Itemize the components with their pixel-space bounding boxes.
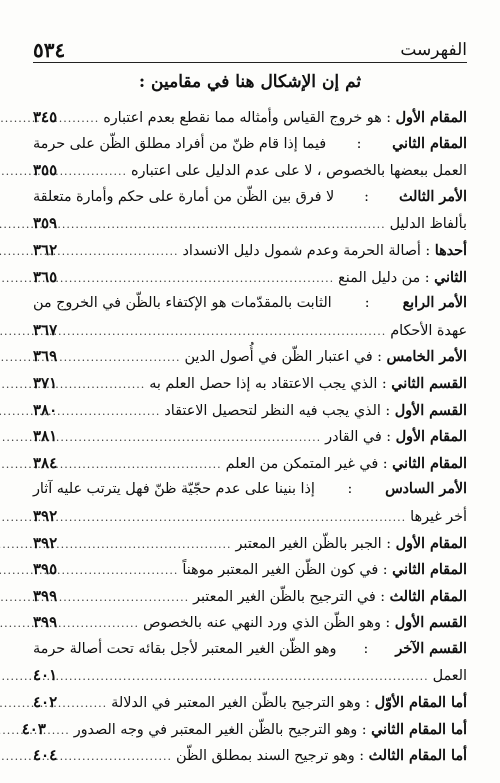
toc-entry-text: إذا بنينا على عدم حجّيّة ظنّ فهل يترتب عليه آثار [33, 481, 315, 498]
toc-entry [33, 104, 467, 131]
leader-dots [71, 532, 232, 559]
toc-entry-text: بألفاظ الدليل [389, 216, 467, 233]
toc-entry-line [33, 184, 467, 211]
leader-dots [71, 425, 321, 452]
toc-entry-text: في القادر [325, 429, 382, 446]
toc-entry-text: الذي يجب الاعتقاد به إذا حصل العلم به [149, 375, 378, 392]
label-separator: : [358, 640, 373, 657]
toc-page-number: ٣٨٠ [33, 400, 58, 419]
toc-entry-label: المقام الثاني [392, 455, 467, 472]
toc-entry-text: وهو الظّن الذي ورد النهي عنه بالخصوص [142, 615, 381, 632]
toc-entry-label: المقام الأول [395, 429, 467, 446]
running-header [33, 38, 467, 63]
toc-entry [33, 131, 467, 184]
toc-entry-text: من دليل المنع [338, 269, 421, 286]
toc-page-number: ٣٦٢ [33, 240, 58, 259]
leader-dots [71, 611, 139, 638]
label-separator: : [360, 295, 375, 312]
toc-page-number: ٤٠١ [33, 666, 58, 685]
leader-dots [71, 585, 189, 612]
leader-dots [71, 452, 222, 479]
toc-entry-label: الثاني [434, 269, 467, 286]
toc-entry [33, 423, 467, 450]
toc-entry-line [33, 237, 467, 264]
label-separator: : [381, 429, 396, 446]
toc-entry-text: في غير المتمكن من العلم [225, 455, 379, 472]
toc-entry-line [33, 343, 467, 370]
leader-dots [71, 744, 172, 771]
leader-dots [71, 558, 178, 585]
toc-entry-label: المقام الأول [395, 110, 467, 126]
toc-entry-text: أصالة الحرمة وعدم شمول دليل الانسداد [182, 242, 421, 259]
toc-page-number: ٣٥٩ [33, 214, 58, 233]
toc-entry [33, 397, 467, 424]
toc-page-number: ٣٨١ [33, 427, 58, 446]
toc-entry-text: لا فرق بين الظّن من أمارة على حكم وأمارة متعلقة [33, 188, 335, 205]
leader-dots [71, 319, 386, 346]
toc-entry-line [33, 397, 467, 424]
leader-dots [71, 691, 107, 718]
label-separator: : [357, 721, 372, 738]
toc-page-number: ٤٠٤ [33, 746, 58, 765]
toc-entry-line [21, 716, 467, 743]
label-separator: : [342, 481, 357, 498]
toc-entry-text: فيما إذا قام ظنّ من أفراد مطلق الظّن على حرمة [33, 135, 327, 152]
toc-entry-text: الثابت بالمقدّمات هو الإكتفاء بالظّن في الخروج من [33, 295, 332, 312]
toc-page-number: ٣٨٤ [33, 453, 58, 472]
toc-entry-text: أخر غيرها [410, 508, 467, 525]
label-separator: : [354, 748, 369, 765]
toc-entry-line [33, 423, 467, 450]
toc-entry [33, 476, 467, 529]
toc-page-number: ٣٥٥ [33, 161, 58, 180]
toc-entry [33, 636, 467, 689]
label-separator: : [381, 110, 396, 126]
toc-entry-line [33, 450, 467, 477]
toc-entry-label: الأمر الخامس [386, 349, 467, 366]
toc-entry [33, 556, 467, 583]
toc-entry-label: القسم الأول [394, 402, 467, 419]
toc-page-number: ٣٦٩ [33, 347, 58, 366]
toc-entry-label: المقام الثاني [392, 135, 467, 152]
toc-entry [33, 237, 467, 264]
toc-entry-label: المقام الثالث [389, 588, 467, 605]
toc-entry-label: أما المقام الأوّل [374, 695, 467, 712]
toc-entry [33, 370, 467, 397]
toc-entry-line [33, 662, 467, 689]
toc-entry-text: الذي يجب فيه النظر لتحصيل الاعتقاد [164, 402, 381, 419]
toc-entry [33, 689, 467, 716]
label-separator: : [372, 349, 387, 366]
label-separator: : [360, 695, 375, 712]
leader-dots [71, 239, 179, 266]
toc-page-number: ٣٤٥ [33, 108, 58, 126]
toc-entry [33, 742, 467, 769]
toc-entry-line [33, 131, 467, 158]
toc-page-number: ٣٩٢ [33, 533, 58, 552]
toc-entry [33, 264, 467, 291]
label-separator: : [378, 562, 393, 579]
toc-entry-text: وهو الترجيح بالظّن الغير المعتبر في الدلالة [111, 695, 361, 712]
toc-entry-label: الأمر الثالث [398, 188, 467, 205]
toc-page-number: ٣٩٩ [33, 586, 58, 605]
toc-entry-line [33, 210, 467, 237]
toc-entry-label: القسم الأول [394, 615, 467, 632]
label-separator: : [375, 588, 390, 605]
toc-entry-line [33, 689, 467, 716]
toc-entry-label: المقام الأول [395, 535, 467, 552]
toc-entry [33, 609, 467, 636]
toc-entry [33, 530, 467, 557]
toc-entry-text: هو خروج القياس وأمثاله مما نقطع بعدم اعتباره [103, 110, 382, 126]
toc-entry-label: الأمر السادس [385, 481, 467, 498]
leader-dots [71, 212, 386, 239]
label-separator: : [381, 535, 396, 552]
toc-entry [33, 583, 467, 610]
toc-entry-text: عهدة الأحكام [390, 322, 467, 339]
toc-entry-text: العمل ببعضها بالخصوص ، لا على عدم الدليل على اعتباره [131, 163, 467, 180]
toc-entry-label: القسم الثاني [391, 375, 467, 392]
toc-entry-text: في الترجيح بالظّن الغير المعتبر [193, 588, 376, 605]
toc-entry-line [33, 317, 467, 344]
toc-entry-label: أما المقام الثالث [368, 748, 467, 765]
toc-entry-text: وهو ترجيح السند بمطلق الظّن [175, 748, 355, 765]
toc-entry-line [33, 503, 467, 530]
toc-page-number: ٣٩٥ [33, 560, 58, 579]
toc-page-number: ٣٧١ [33, 373, 58, 392]
toc-entry-line [33, 583, 467, 610]
toc-page-number: ٣٦٧ [33, 320, 58, 339]
toc-entry-label: أما المقام الثاني [371, 721, 467, 738]
toc-page-number: ٣٩٩ [33, 613, 58, 632]
leader-dots [71, 266, 334, 293]
label-separator: : [380, 615, 395, 632]
leader-dots [60, 718, 70, 745]
toc-entry-label: المقام الثاني [392, 562, 467, 579]
toc-entry [33, 450, 467, 477]
toc-entry-text: في كون الظّن الغير المعتبر موهناً [182, 562, 379, 579]
toc-entry-line [33, 290, 467, 317]
toc-entry-text: العمل [432, 668, 467, 685]
toc-entry-line [33, 370, 467, 397]
toc-entry [33, 184, 467, 237]
toc-page-number: ٤٠٣ [21, 719, 46, 738]
toc-entry-label: الأمر الرابع [402, 295, 467, 312]
toc-entry-line [33, 104, 467, 131]
label-separator: : [420, 269, 435, 286]
label-separator: : [378, 455, 393, 472]
label-separator: : [352, 135, 367, 152]
toc-entry-line [33, 609, 467, 636]
page-number: ٥٣٤ [33, 38, 66, 62]
toc-entry-text: وهو الترجيح بالظّن الغير المعتبر في وجه الصدور [73, 721, 358, 738]
toc-entry-line [33, 157, 467, 184]
toc-entry-text: في اعتبار الظّن في أُصول الدين [184, 349, 373, 366]
leader-dots [71, 159, 127, 186]
leader-dots [71, 345, 181, 372]
label-separator: : [420, 242, 435, 259]
leader-dots [71, 106, 99, 133]
toc-entry [21, 716, 467, 743]
toc-entry-line [33, 556, 467, 583]
toc-page-number: ٣٦٥ [33, 267, 58, 286]
leader-dots [71, 505, 406, 532]
toc-entry-line [33, 264, 467, 291]
leader-dots [71, 664, 429, 691]
toc-entry-text: وهو الظّن الغير المعتبر لأجل بقائه تحت أصالة حرمة [33, 640, 337, 657]
toc-entry-label: القسم الآخر [395, 640, 467, 657]
toc-page-number: ٣٩٢ [33, 506, 58, 525]
table-of-contents [21, 104, 467, 769]
toc-entry-label: أحدها [434, 242, 467, 259]
toc-entry [33, 343, 467, 370]
leader-dots [71, 372, 145, 399]
section-title: الفهرست [400, 40, 467, 60]
label-separator: : [359, 188, 374, 205]
leader-dots [71, 399, 160, 426]
toc-entry-text: الجبر بالظّن الغير المعتبر [235, 535, 382, 552]
toc-page-number: ٤٠٢ [33, 693, 58, 712]
label-separator: : [380, 402, 395, 419]
toc-entry-line [33, 476, 467, 503]
toc-heading: ثم إن الإشكال هنا في مقامين : [138, 72, 362, 92]
toc-entry-line [33, 636, 467, 663]
label-separator: : [377, 375, 392, 392]
toc-entry-line [33, 530, 467, 557]
toc-entry [33, 290, 467, 343]
toc-entry-line [33, 742, 467, 769]
